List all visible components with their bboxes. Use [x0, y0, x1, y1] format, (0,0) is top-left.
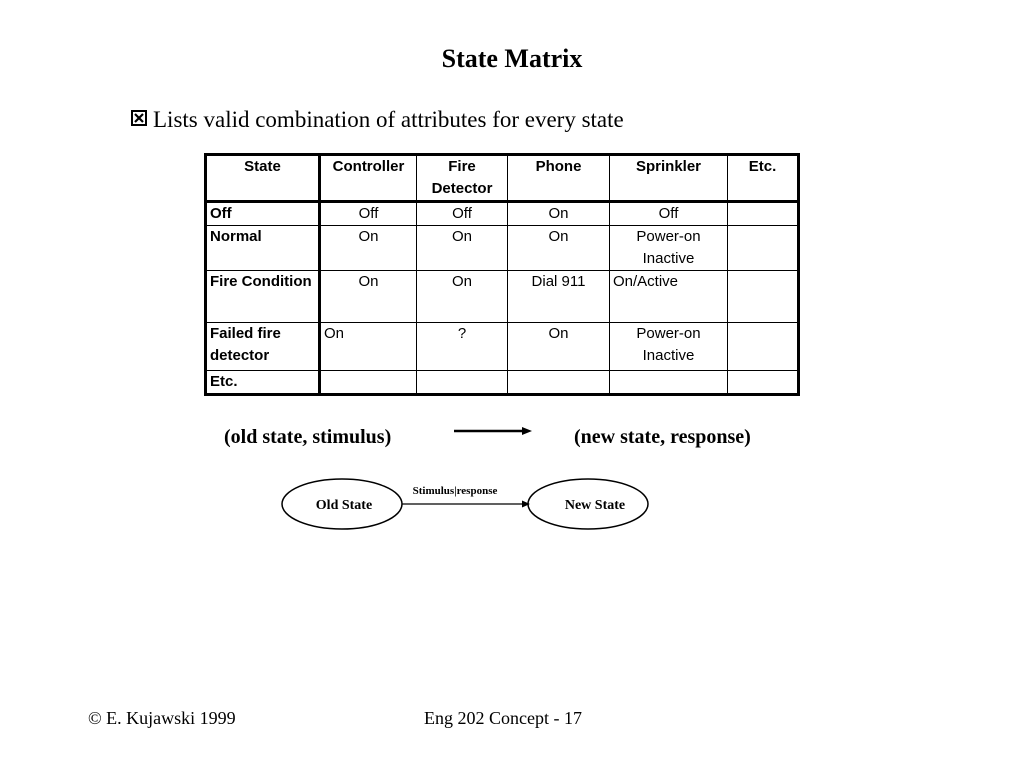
new-state-label: New State — [564, 498, 626, 513]
cell-controller: On — [320, 323, 417, 371]
cell-controller: Off — [320, 202, 417, 226]
cell-phone: On — [508, 226, 610, 271]
bullet-item — [131, 107, 624, 133]
cell-sprinkler: Off — [610, 202, 728, 226]
cell-sprinkler: Power-on Inactive — [610, 323, 728, 371]
table-row — [206, 226, 799, 271]
header-fire-detector: Fire Detector — [417, 155, 508, 202]
transition-arrow-icon — [452, 424, 534, 438]
table-row — [206, 371, 799, 395]
header-phone: Phone — [508, 155, 610, 202]
cell-fire-detector: Off — [417, 202, 508, 226]
cell-etc — [728, 271, 799, 323]
table-header-row — [206, 155, 799, 202]
footer-course: Eng 202 Concept - 17 — [424, 708, 582, 728]
cell-fire-detector: On — [417, 226, 508, 271]
cell-phone — [508, 371, 610, 395]
old-state-stimulus-label: (old state, stimulus) — [224, 426, 392, 448]
cell-sprinkler: On/Active — [610, 271, 728, 323]
header-sprinkler: Sprinkler — [610, 155, 728, 202]
table-row — [206, 271, 799, 323]
cell-phone: On — [508, 202, 610, 226]
cell-fire-detector: ? — [417, 323, 508, 371]
header-state: State — [206, 155, 320, 202]
cell-controller — [320, 371, 417, 395]
new-state-response-label: (new state, response) — [574, 426, 751, 448]
row-state: Failed fire detector — [206, 323, 320, 371]
table-row — [206, 202, 799, 226]
bullet-text: Lists valid combination of attributes for every state — [153, 107, 624, 132]
old-state-label: Old State — [315, 498, 373, 513]
cell-phone: Dial 911 — [508, 271, 610, 323]
cell-fire-detector — [417, 371, 508, 395]
cell-phone: On — [508, 323, 610, 371]
cell-fire-detector: On — [417, 271, 508, 323]
cell-sprinkler — [610, 371, 728, 395]
cell-etc — [728, 323, 799, 371]
row-state: Etc. — [206, 371, 320, 395]
row-state: Normal — [206, 226, 320, 271]
cell-controller: On — [320, 271, 417, 323]
row-state: Off — [206, 202, 320, 226]
cell-etc — [728, 226, 799, 271]
row-state: Fire Condition — [206, 271, 320, 323]
cell-controller: On — [320, 226, 417, 271]
table-row — [206, 323, 799, 371]
state-matrix-table — [204, 153, 800, 396]
checkbox-x-icon — [131, 110, 147, 126]
cell-sprinkler: Power-on Inactive — [610, 226, 728, 271]
slide-title: State Matrix — [441, 44, 583, 73]
cell-etc — [728, 371, 799, 395]
header-etc: Etc. — [728, 155, 799, 202]
footer-copyright: © E. Kujawski 1999 — [88, 708, 236, 728]
state-transition-diagram — [270, 470, 660, 540]
header-controller: Controller — [320, 155, 417, 202]
edge-label: Stimulus|response — [412, 485, 498, 497]
cell-etc — [728, 202, 799, 226]
